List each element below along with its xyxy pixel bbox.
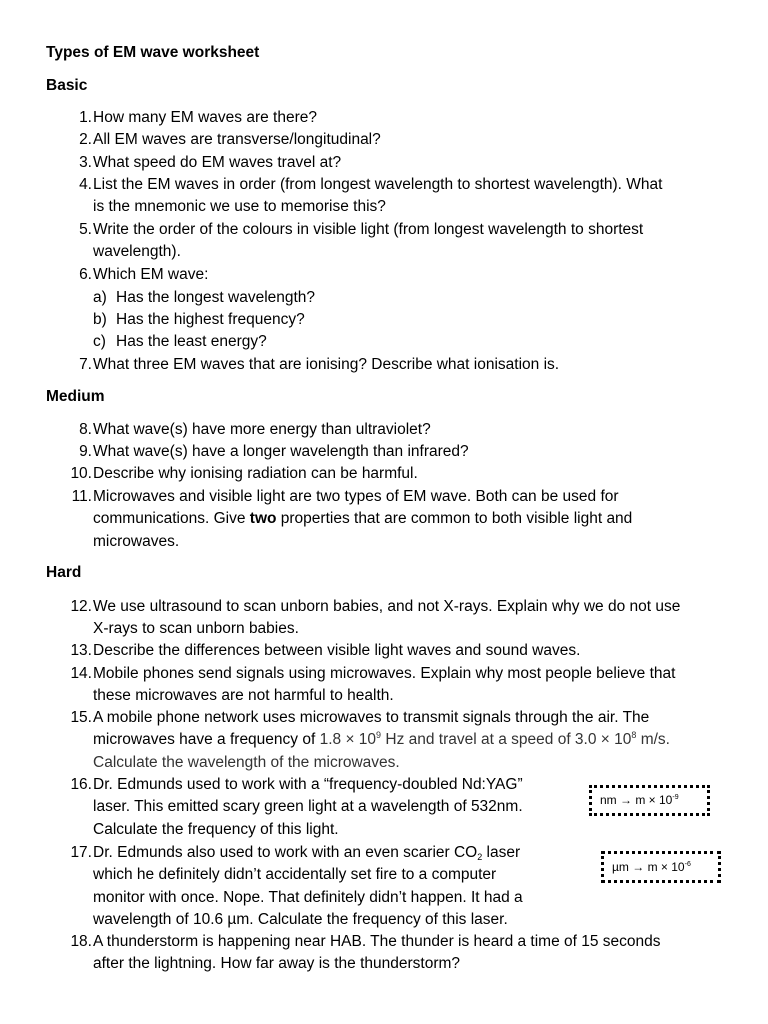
question-text: What three EM waves that are ionising? Describe what ionisation is. — [93, 356, 560, 373]
question-text-line: these microwaves are not harmful to health. — [93, 687, 394, 705]
um-conversion-hint-box — [601, 851, 721, 883]
question-18 — [70, 931, 720, 976]
question-number: 4. — [79, 176, 92, 193]
frequency-value — [320, 731, 670, 748]
question-text-line: after the lightning. How far away is the thunderstorm? — [93, 955, 461, 973]
question-number: 1. — [79, 109, 92, 126]
question-number: 3. — [79, 154, 92, 171]
text-run: communications. Give — [93, 510, 250, 528]
question-text-line: Write the order of the colours in visible light (from longest wavelength to shortest — [93, 221, 644, 238]
question-14 — [70, 663, 720, 708]
text-run: microwaves have a frequency of — [93, 731, 320, 749]
question-4 — [70, 174, 720, 219]
text-run: Dr. Edmunds also used to work with an even scarier CO — [93, 844, 478, 861]
exponent: 9 — [376, 730, 382, 741]
question-text: What wave(s) have a longer wavelength than infrared? — [93, 443, 469, 460]
question-5 — [70, 219, 720, 264]
question-number: 2. — [79, 131, 92, 148]
emphasis-text: two — [249, 510, 277, 528]
question-text-line: microwaves. — [93, 532, 180, 550]
question-text-line: Mobile phones send signals using microwaves. Explain why most people believe that — [93, 665, 676, 682]
section-heading-hard: Hard — [46, 564, 82, 581]
question-8 — [70, 419, 720, 441]
question-text: What wave(s) have more energy than ultraviolet? — [93, 421, 431, 438]
subscript: 2 — [477, 852, 483, 862]
question-text-line: is the mnemonic we use to memorise this? — [93, 198, 386, 216]
text-run: 1.8 × 10 — [319, 731, 377, 749]
nm-conversion-hint-box — [589, 785, 710, 816]
exponent: -9 — [672, 794, 679, 801]
hint-text: nm → m × 10 — [600, 793, 673, 807]
question-13 — [70, 640, 720, 662]
sub-question-label: b) — [93, 311, 107, 328]
question-6 — [70, 264, 720, 286]
sub-question-label: a) — [93, 289, 107, 306]
question-text: Describe the differences between visible light waves and sound waves. — [93, 642, 581, 659]
question-text-line: Dr. Edmunds used to work with a “frequency-doubled Nd:YAG” — [93, 776, 523, 793]
question-7 — [70, 354, 720, 376]
exponent: -6 — [684, 861, 691, 868]
text-run: laser — [482, 844, 521, 861]
question-number: 15. — [70, 709, 92, 726]
question-6a — [93, 287, 315, 309]
question-number: 12. — [70, 598, 92, 615]
question-text-line: Microwaves and visible light are two types of EM wave. Both can be used for — [93, 488, 619, 505]
question-number: 16. — [70, 776, 92, 793]
question-number: 18. — [70, 933, 92, 950]
hint-text: µm → m × 10 — [612, 860, 685, 874]
question-text-line: We use ultrasound to scan unborn babies, and not X-rays. Explain why we do not use — [93, 598, 681, 615]
worksheet-title: Types of EM wave worksheet — [46, 44, 260, 61]
section-heading-basic: Basic — [46, 77, 88, 94]
question-text: All EM waves are transverse/longitudinal? — [93, 131, 381, 148]
exponent: 8 — [631, 730, 637, 741]
question-number: 9. — [79, 443, 92, 460]
question-text-line: laser. This emitted scary green light at a wavelength of 532nm. — [93, 798, 523, 816]
question-number: 7. — [79, 356, 92, 373]
question-11 — [70, 486, 720, 553]
question-12 — [70, 596, 720, 641]
question-text-line: A mobile phone network uses microwaves to transmit signals through the air. The — [93, 709, 650, 726]
sub-question-text: Has the highest frequency? — [116, 311, 305, 328]
question-text-line: Calculate the frequency of this light. — [93, 820, 339, 838]
question-number: 10. — [70, 465, 92, 482]
question-text: Describe why ionising radiation can be harmful. — [93, 465, 418, 482]
question-9 — [70, 441, 720, 463]
question-3 — [70, 152, 720, 174]
question-number: 13. — [70, 642, 92, 659]
question-text-line: wavelength of 10.6 µm. Calculate the frequency of this laser. — [93, 910, 508, 928]
question-number: 11. — [71, 488, 92, 505]
question-1 — [70, 107, 720, 129]
text-run: Hz and travel at a speed of 3.0 × 10 — [381, 731, 632, 749]
question-text-line: monitor with once. Nope. That definitely didn’t happen. It had a — [93, 888, 523, 906]
question-6b — [93, 309, 305, 331]
question-number: 5. — [79, 221, 92, 238]
question-text-line: X-rays to scan unborn babies. — [93, 620, 299, 638]
question-text-line — [93, 729, 720, 751]
question-text: What speed do EM waves travel at? — [93, 154, 342, 171]
question-number: 14. — [70, 665, 92, 682]
text-run: m/s. — [636, 731, 670, 749]
question-text-line: A thunderstorm is happening near HAB. The thunder is heard a time of 15 seconds — [93, 933, 661, 950]
question-text: Which EM wave: — [93, 266, 209, 283]
question-15 — [70, 707, 720, 774]
question-2 — [70, 129, 720, 151]
question-text-line: List the EM waves in order (from longest wavelength to shortest wavelength). What — [93, 176, 663, 193]
question-text: How many EM waves are there? — [93, 109, 317, 126]
section-heading-medium: Medium — [46, 388, 105, 405]
sub-question-text: Has the least energy? — [116, 333, 267, 350]
text-run: properties that are common to both visible light and — [276, 510, 633, 528]
sub-question-text: Has the longest wavelength? — [116, 289, 316, 306]
question-number: 8. — [79, 421, 92, 438]
question-number: 17. — [70, 844, 92, 861]
question-10 — [70, 463, 720, 485]
question-number: 6. — [79, 266, 92, 283]
question-text-line: Calculate the wavelength of the microwaves. — [93, 753, 400, 771]
question-text-line: wavelength). — [93, 243, 181, 261]
sub-question-label: c) — [93, 333, 106, 350]
question-text-line — [93, 508, 720, 530]
question-6c — [93, 331, 267, 353]
question-text-line: which he definitely didn’t accidentally set fire to a computer — [93, 866, 497, 884]
